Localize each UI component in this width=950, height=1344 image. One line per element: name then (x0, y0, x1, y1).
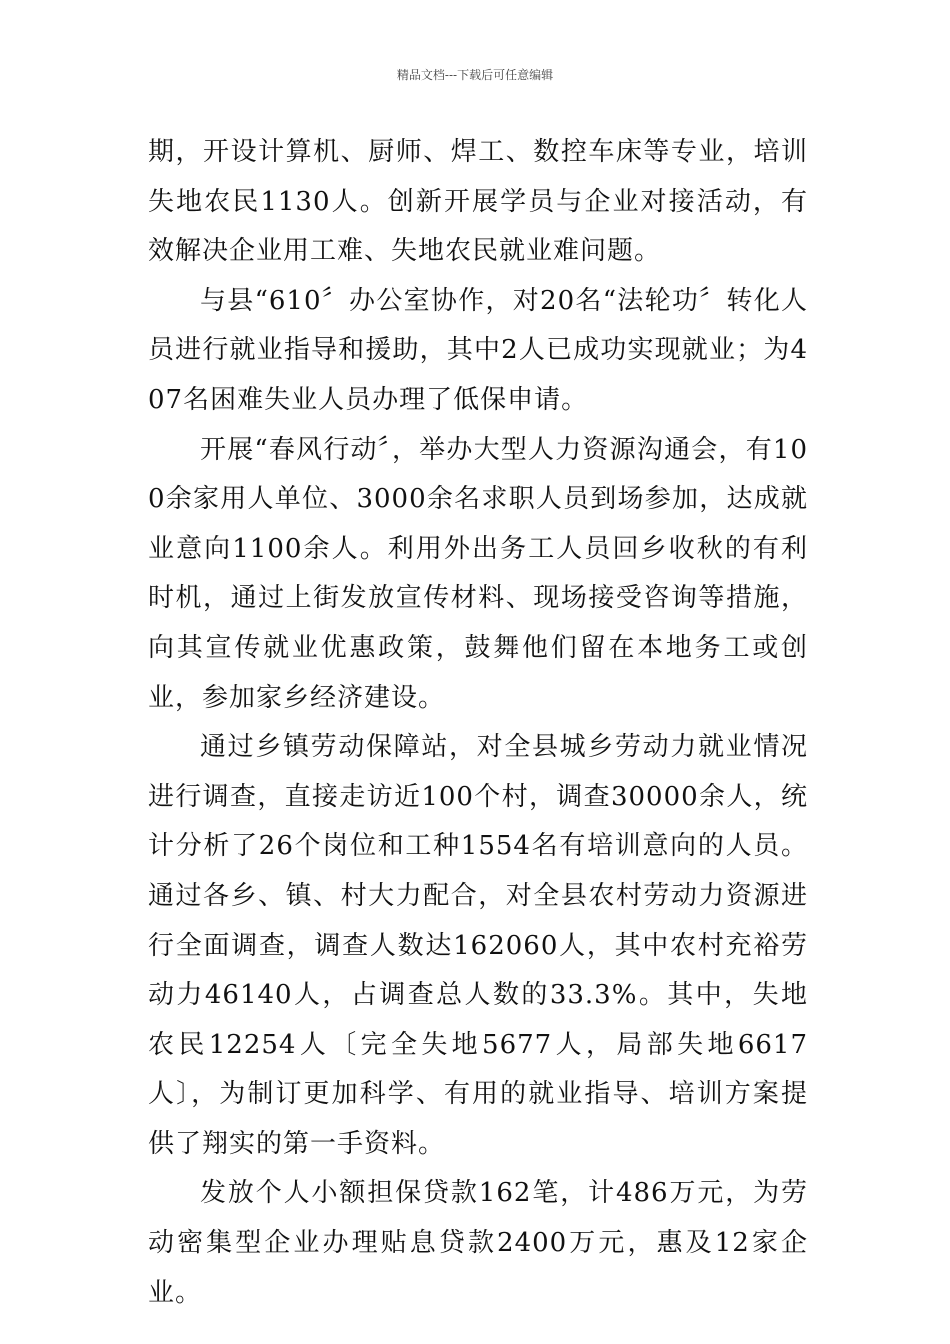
paragraph-labor-survey: 通过乡镇劳动保障站，对全县城乡劳动力就业情况进行调查，直接走访近100个村，调查30000余人，统计分析了26个岗位和工种1554名有培训意向的人员。通过各乡、镇、村大力配合，对全县农村劳动力资源进行全面调查，调查人数达162060人，其中农村充裕劳动力46140人，占调查总人数的33.3%。其中，失地农民12254人〔完全失地5677人，局部失地6617人〕，为制订更加科学、有用的就业指导、培训方案提供了翔实的第一手资料。 (148, 732, 808, 1159)
page-header: 精品文档---下载后可任意编辑 (396, 68, 554, 82)
paragraph-spring-breeze: 开展“春风行动〞，举办大型人力资源沟通会，有100余家用人单位、3000余名求职人员到场参加，达成就业意向1100余人。利用外出务工人员回乡收秋的有利时机，通过上街发放宣传材料、现场接受咨询等措施，向其宣传就业优惠政策，鼓舞他们留在本地务工或创业，参加家乡经济建设。 (148, 434, 808, 713)
document-body (148, 128, 808, 1318)
paragraph-loans: 发放个人小额担保贷款162笔，计486万元，为劳动密集型企业办理贴息贷款2400万元，惠及12家企业。 (148, 1178, 808, 1308)
paragraph-610-office: 与县“610〞办公室协作，对20名“法轮功〞转化人员进行就业指导和援助，其中2人已成功实现就业；为407名困难失业人员办理了低保申请。 (148, 285, 808, 415)
paragraph-continuation: 期，开设计算机、厨师、焊工、数控车床等专业，培训失地农民1130人。创新开展学员与企业对接活动，有效解决企业用工难、失地农民就业难问题。 (148, 137, 808, 267)
